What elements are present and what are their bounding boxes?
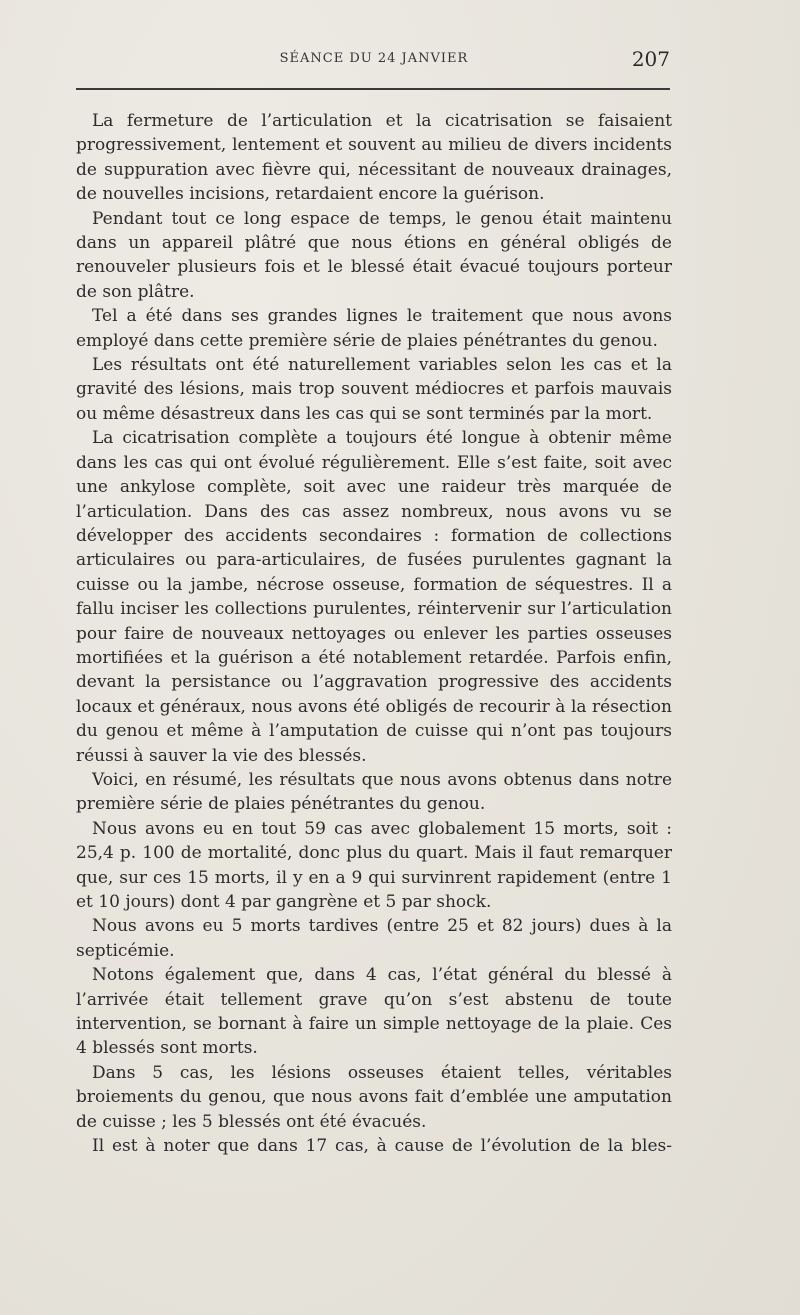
paragraph: Dans 5 cas, les lésions osseuses étaient telles, véritables broiements du genou, que nous avons fait d’emblée une amputation de cuisse ; les 5 blessés ont été évacués.: [76, 1062, 672, 1132]
paragraph: Nous avons eu 5 morts tardives (entre 25 et 82 jours) dues à la septicémie.: [76, 916, 672, 961]
paragraph: La fermeture de l’articulation et la cicatrisation se faisaient progressivement, lentement et souvent au milieu de divers incidents de suppuration avec fièvre qui, nécessitant de nouveaux drainages, de nouvelles incisions, retardaient encore la guérison.: [76, 111, 672, 205]
paragraph: Nous avons eu en tout 59 cas avec globalement 15 morts, soit : 25,4 p. 100 de mortalité, donc plus du quart. Mais il faut remarquer que, sur ces 15 morts, il y en a 9 qui survinrent rapidement (entre 1 et 10 jours) dont 4 par gangrène et 5 par shock.: [76, 818, 672, 912]
body-text: [76, 109, 672, 1158]
paragraph: La cicatrisation complète a toujours été longue à obtenir même dans les cas qui ont évolué régulièrement. Elle s’est faite, soit avec une ankylose complète, soit avec une raideur très marquée de l’articulation. Dans des cas assez nombreux, nous avons vu se développer des accidents secondaires : formation de collections articulaires ou para-articulaires, de fusées purulentes gagnant la cuisse ou la jambe, nécrose osseuse, formation de séquestres. Il a fallu inciser les collections purulentes, réintervenir sur l’articulation pour faire de nouveaux nettoyages ou enlever les parties osseuses mortifiées et la guérison a été notablement retardée. Parfois enfin, devant la persistance ou l’aggravation progressive des accidents locaux et généraux, nous avons été obligés de recourir à la résection du genou et même à l’amputation de cuisse qui n’ont pas toujours réussi à sauver la vie des blessés.: [76, 428, 672, 766]
paragraph: Tel a été dans ses grandes lignes le traitement que nous avons employé dans cette première série de plaies pénétrantes du genou.: [76, 306, 672, 351]
header-rule: [76, 88, 670, 90]
page-number: 207: [631, 47, 670, 71]
paragraph: Pendant tout ce long espace de temps, le genou était maintenu dans un appareil plâtré que nous étions en général obligés de renouveler plusieurs fois et le blessé était évacué toujours porteur de son plâtre.: [76, 208, 672, 302]
running-title: SÉANCE DU 24 JANVIER: [279, 51, 469, 66]
paragraph: Voici, en résumé, les résultats que nous avons obtenus dans notre première série de plaies pénétrantes du genou.: [76, 769, 672, 815]
paragraph: Les résultats ont été naturellement variables selon les cas et la gravité des lésions, mais trop souvent médiocres et parfois mauvais ou même désastreux dans les cas qui se sont terminés par la mort.: [76, 355, 672, 424]
paragraph: Notons également que, dans 4 cas, l’état général du blessé à l’arrivée était tellement grave qu’on s’est abstenu de toute intervention, se bornant à faire un simple nettoyage de la plaie. Ces 4 blessés sont morts.: [76, 965, 672, 1059]
paragraph-continued: Il est à noter que dans 17 cas, à cause de l’évolution de la bles-: [92, 1136, 672, 1157]
page-header: [78, 47, 670, 72]
